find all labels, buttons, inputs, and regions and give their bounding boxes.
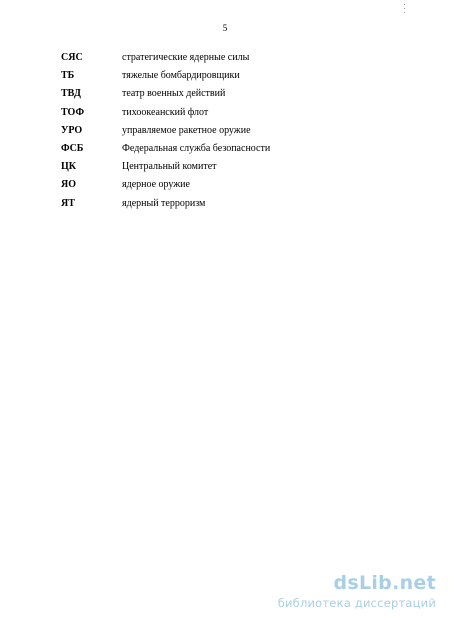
corner-dot: [404, 4, 405, 5]
corner-marks: [404, 4, 410, 16]
abbreviation-definition: тяжелые бомбардировщики: [122, 70, 240, 82]
abbreviation-term: ТОФ: [61, 106, 85, 118]
abbreviation-row: [61, 107, 391, 125]
abbreviation-term: ТВД: [61, 88, 81, 100]
abbreviation-term: СЯС: [61, 52, 83, 63]
abbreviation-row: [61, 125, 391, 143]
abbreviation-definition: ядерное оружие: [122, 179, 190, 191]
page-number: 5: [222, 23, 228, 33]
corner-dot: [404, 8, 405, 9]
abbreviation-definition: театр военных действий: [122, 88, 226, 100]
abbreviation-definition: Федеральная служба безопасности: [122, 142, 271, 154]
abbreviation-definition: управляемое ракетное оружие: [122, 124, 251, 136]
abbreviation-term: ЯТ: [61, 197, 75, 209]
abbreviation-term: ФСБ: [61, 142, 84, 154]
abbreviation-row: [61, 70, 391, 88]
watermark: [278, 573, 436, 610]
abbreviation-definition: тихоокеанский флот: [122, 106, 209, 118]
abbreviation-term: ЯО: [61, 179, 76, 191]
abbreviation-row: [61, 161, 391, 179]
abbreviation-definition: Центральный комитет: [122, 161, 217, 173]
watermark-tagline: библиотека диссертаций: [277, 596, 436, 610]
abbreviation-definition: ядерный терроризм: [122, 197, 206, 209]
abbreviation-definition: стратегические ядерные силы: [122, 52, 250, 63]
abbreviation-row: [61, 198, 391, 216]
abbreviation-term: ЦК: [61, 161, 77, 173]
abbreviation-row: [61, 143, 391, 161]
watermark-logo: dsLib.net: [333, 572, 436, 594]
abbreviation-row: [61, 52, 391, 70]
abbreviation-row: [61, 88, 391, 106]
abbreviation-list: [61, 52, 391, 216]
abbreviation-term: ТБ: [61, 70, 75, 82]
corner-dot: [404, 12, 405, 13]
abbreviation-row: [61, 179, 391, 197]
abbreviation-term: УРО: [61, 124, 83, 136]
